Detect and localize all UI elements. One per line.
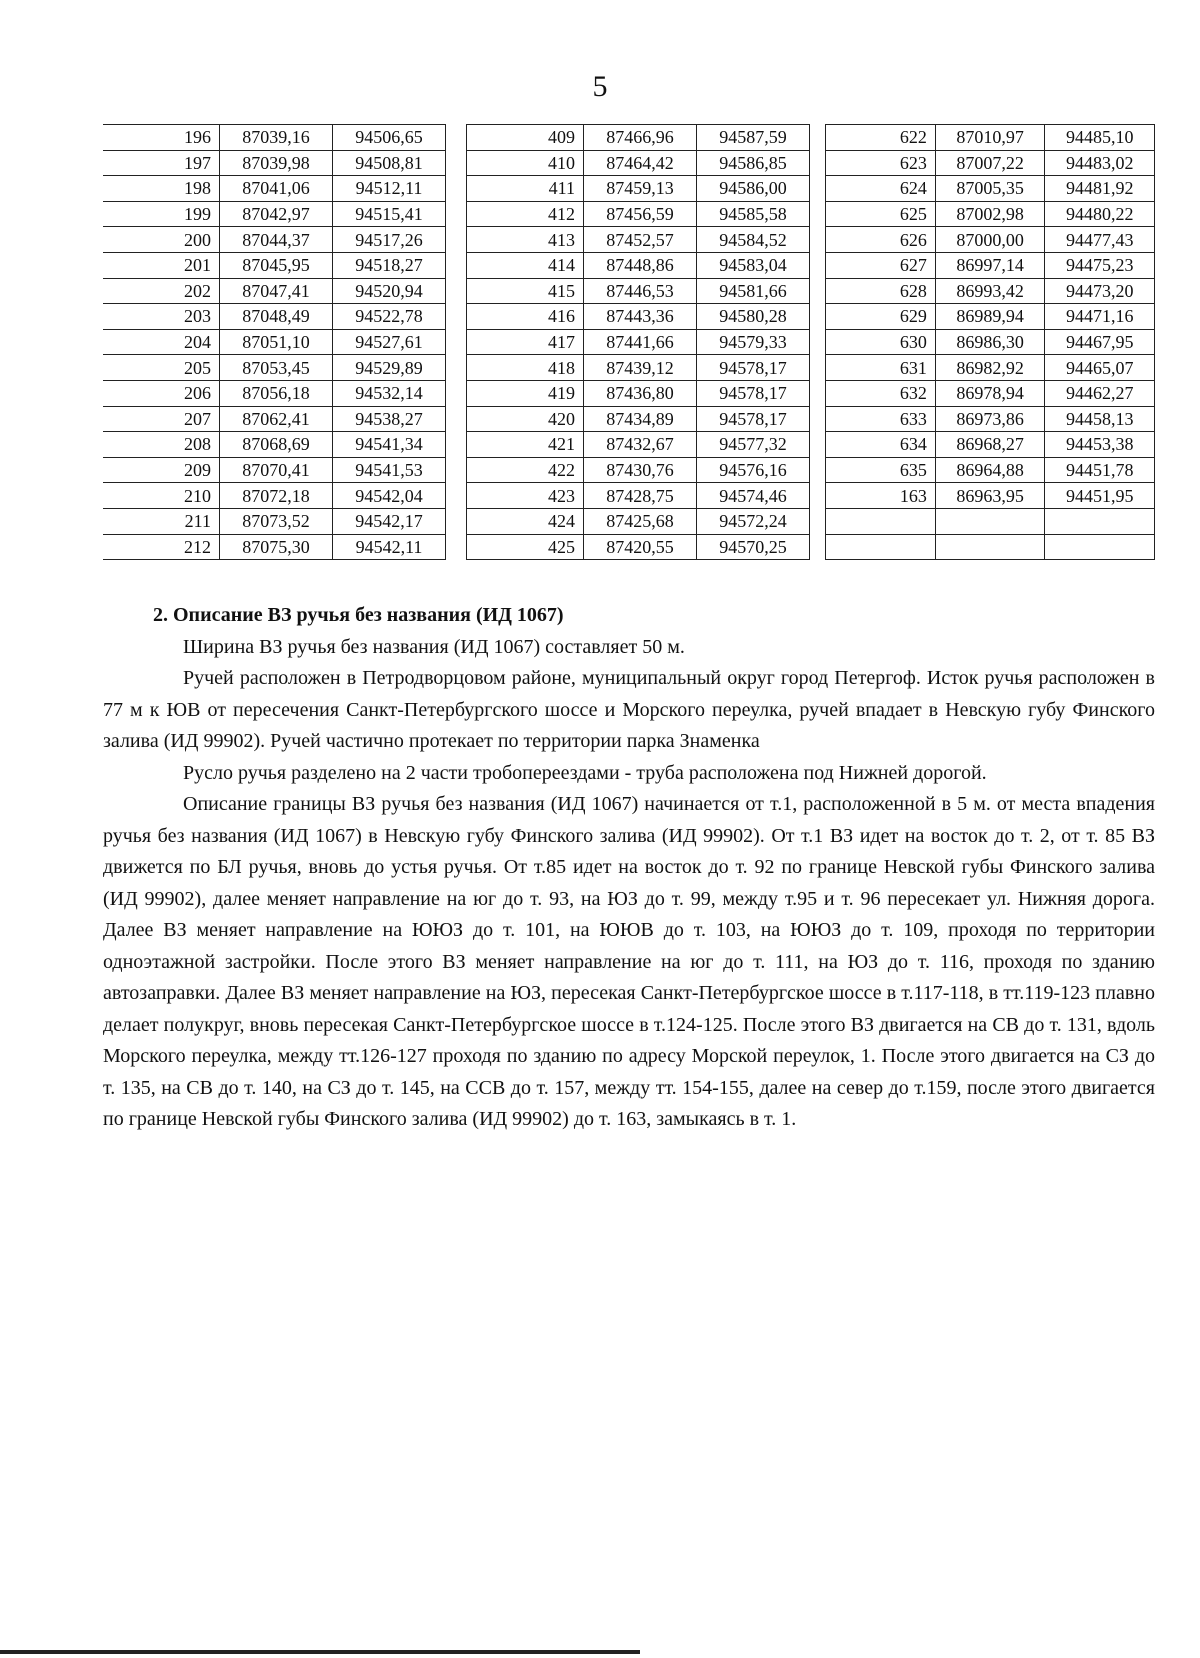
y-coordinate-cell: 94587,59 (697, 125, 810, 151)
table-row (826, 227, 1155, 253)
point-id-cell: 210 (103, 483, 220, 509)
table-row (467, 406, 810, 432)
x-coordinate-cell: 86986,30 (935, 329, 1045, 355)
table-row (826, 329, 1155, 355)
point-id-cell: 420 (467, 406, 584, 432)
table-row (103, 278, 446, 304)
y-coordinate-cell: 94570,25 (697, 534, 810, 560)
x-coordinate-cell: 87051,10 (220, 329, 333, 355)
table-row (826, 252, 1155, 278)
table-row (103, 534, 446, 560)
table-row (103, 406, 446, 432)
x-coordinate-cell: 87000,00 (935, 227, 1045, 253)
x-coordinate-cell: 87041,06 (220, 176, 333, 202)
coordinate-tables (103, 124, 1155, 566)
point-id-cell: 409 (467, 125, 584, 151)
table-row (103, 227, 446, 253)
point-id-cell: 424 (467, 508, 584, 534)
point-id-cell: 635 (826, 457, 936, 483)
y-coordinate-cell: 94506,65 (333, 125, 446, 151)
x-coordinate-cell: 87047,41 (220, 278, 333, 304)
x-coordinate-cell: 87068,69 (220, 432, 333, 458)
y-coordinate-cell: 94586,85 (697, 150, 810, 176)
y-coordinate-cell: 94483,02 (1045, 150, 1155, 176)
table-row (103, 457, 446, 483)
point-id-cell: 413 (467, 227, 584, 253)
y-coordinate-cell (1045, 534, 1155, 560)
point-id-cell: 418 (467, 355, 584, 381)
point-id-cell: 207 (103, 406, 220, 432)
x-coordinate-cell: 86963,95 (935, 483, 1045, 509)
table-row (826, 150, 1155, 176)
y-coordinate-cell: 94538,27 (333, 406, 446, 432)
y-coordinate-cell: 94451,95 (1045, 483, 1155, 509)
x-coordinate-cell: 87062,41 (220, 406, 333, 432)
point-id-cell: 626 (826, 227, 936, 253)
point-id-cell: 634 (826, 432, 936, 458)
x-coordinate-cell: 87039,98 (220, 150, 333, 176)
table-row (103, 304, 446, 330)
table-row (103, 329, 446, 355)
y-coordinate-cell: 94579,33 (697, 329, 810, 355)
point-id-cell: 627 (826, 252, 936, 278)
table-row (467, 355, 810, 381)
x-coordinate-cell: 86993,42 (935, 278, 1045, 304)
point-id-cell: 633 (826, 406, 936, 432)
y-coordinate-cell: 94527,61 (333, 329, 446, 355)
point-id-cell: 209 (103, 457, 220, 483)
x-coordinate-cell: 87459,13 (584, 176, 697, 202)
y-coordinate-cell: 94515,41 (333, 201, 446, 227)
table-row (467, 380, 810, 406)
coordinate-table-2 (466, 124, 810, 560)
table-row (103, 125, 446, 151)
table-row (467, 201, 810, 227)
y-coordinate-cell: 94578,17 (697, 380, 810, 406)
point-id-cell: 417 (467, 329, 584, 355)
x-coordinate-cell: 87048,49 (220, 304, 333, 330)
x-coordinate-cell: 86982,92 (935, 355, 1045, 381)
point-id-cell: 412 (467, 201, 584, 227)
x-coordinate-cell: 87446,53 (584, 278, 697, 304)
point-id-cell: 163 (826, 483, 936, 509)
table-row (103, 432, 446, 458)
point-id-cell: 416 (467, 304, 584, 330)
x-coordinate-cell: 86978,94 (935, 380, 1045, 406)
table-row (103, 380, 446, 406)
y-coordinate-cell: 94578,17 (697, 355, 810, 381)
x-coordinate-cell: 87436,80 (584, 380, 697, 406)
point-id-cell: 206 (103, 380, 220, 406)
section-heading: 2. Описание ВЗ ручья без названия (ИД 1067) (153, 604, 564, 626)
point-id-cell: 624 (826, 176, 936, 202)
point-id-cell: 628 (826, 278, 936, 304)
table-row (467, 304, 810, 330)
x-coordinate-cell: 87464,42 (584, 150, 697, 176)
y-coordinate-cell: 94577,32 (697, 432, 810, 458)
point-id-cell: 201 (103, 252, 220, 278)
y-coordinate-cell: 94465,07 (1045, 355, 1155, 381)
point-id-cell: 415 (467, 278, 584, 304)
point-id-cell (826, 508, 936, 534)
bottom-rule (0, 1650, 640, 1654)
y-coordinate-cell: 94584,52 (697, 227, 810, 253)
y-coordinate-cell: 94512,11 (333, 176, 446, 202)
y-coordinate-cell: 94471,16 (1045, 304, 1155, 330)
x-coordinate-cell: 86997,14 (935, 252, 1045, 278)
y-coordinate-cell: 94508,81 (333, 150, 446, 176)
table-row (103, 508, 446, 534)
x-coordinate-cell: 87044,37 (220, 227, 333, 253)
x-coordinate-cell: 87045,95 (220, 252, 333, 278)
table-row (467, 150, 810, 176)
point-id-cell: 632 (826, 380, 936, 406)
y-coordinate-cell: 94522,78 (333, 304, 446, 330)
point-id-cell: 625 (826, 201, 936, 227)
x-coordinate-cell: 86973,86 (935, 406, 1045, 432)
point-id-cell: 622 (826, 125, 936, 151)
x-coordinate-cell: 86968,27 (935, 432, 1045, 458)
table-row (467, 508, 810, 534)
y-coordinate-cell: 94517,26 (333, 227, 446, 253)
y-coordinate-cell: 94541,34 (333, 432, 446, 458)
point-id-cell: 414 (467, 252, 584, 278)
x-coordinate-cell: 87443,36 (584, 304, 697, 330)
point-id-cell: 410 (467, 150, 584, 176)
y-coordinate-cell: 94585,58 (697, 201, 810, 227)
y-coordinate-cell: 94586,00 (697, 176, 810, 202)
point-id-cell: 629 (826, 304, 936, 330)
x-coordinate-cell: 87420,55 (584, 534, 697, 560)
table-row (467, 432, 810, 458)
table-row (826, 278, 1155, 304)
table-row (467, 483, 810, 509)
table-row (467, 329, 810, 355)
y-coordinate-cell (1045, 508, 1155, 534)
y-coordinate-cell: 94542,11 (333, 534, 446, 560)
table-row (103, 252, 446, 278)
point-id-cell: 425 (467, 534, 584, 560)
x-coordinate-cell: 87070,41 (220, 457, 333, 483)
table-row (103, 483, 446, 509)
x-coordinate-cell: 87039,16 (220, 125, 333, 151)
table-row (826, 432, 1155, 458)
x-coordinate-cell: 86964,88 (935, 457, 1045, 483)
point-id-cell: 205 (103, 355, 220, 381)
point-id-cell: 202 (103, 278, 220, 304)
y-coordinate-cell: 94481,92 (1045, 176, 1155, 202)
x-coordinate-cell: 87056,18 (220, 380, 333, 406)
table-row (826, 355, 1155, 381)
table-row (467, 227, 810, 253)
y-coordinate-cell: 94578,17 (697, 406, 810, 432)
point-id-cell: 197 (103, 150, 220, 176)
table-row (826, 534, 1155, 560)
y-coordinate-cell: 94576,16 (697, 457, 810, 483)
table-row (467, 278, 810, 304)
point-id-cell: 423 (467, 483, 584, 509)
x-coordinate-cell: 87010,97 (935, 125, 1045, 151)
y-coordinate-cell: 94541,53 (333, 457, 446, 483)
point-id-cell: 631 (826, 355, 936, 381)
x-coordinate-cell (935, 508, 1045, 534)
table-row (826, 508, 1155, 534)
paragraph-channel: Русло ручья разделено на 2 части тробопереездами - труба расположена под Нижней дорогой. (183, 761, 987, 784)
paragraph-width: Ширина ВЗ ручья без названия (ИД 1067) составляет 50 м. (183, 635, 685, 658)
table-row (103, 150, 446, 176)
y-coordinate-cell: 94462,27 (1045, 380, 1155, 406)
table-row (826, 176, 1155, 202)
x-coordinate-cell: 87430,76 (584, 457, 697, 483)
y-coordinate-cell: 94480,22 (1045, 201, 1155, 227)
y-coordinate-cell: 94520,94 (333, 278, 446, 304)
table-row (103, 355, 446, 381)
point-id-cell: 419 (467, 380, 584, 406)
x-coordinate-cell: 87428,75 (584, 483, 697, 509)
x-coordinate-cell: 87053,45 (220, 355, 333, 381)
y-coordinate-cell: 94580,28 (697, 304, 810, 330)
x-coordinate-cell: 87466,96 (584, 125, 697, 151)
y-coordinate-cell: 94473,20 (1045, 278, 1155, 304)
table-row (826, 483, 1155, 509)
table-row (103, 201, 446, 227)
point-id-cell (826, 534, 936, 560)
point-id-cell: 422 (467, 457, 584, 483)
y-coordinate-cell: 94529,89 (333, 355, 446, 381)
point-id-cell: 203 (103, 304, 220, 330)
x-coordinate-cell: 87007,22 (935, 150, 1045, 176)
y-coordinate-cell: 94542,17 (333, 508, 446, 534)
y-coordinate-cell: 94485,10 (1045, 125, 1155, 151)
table-row (826, 125, 1155, 151)
point-id-cell: 199 (103, 201, 220, 227)
y-coordinate-cell: 94574,46 (697, 483, 810, 509)
point-id-cell: 211 (103, 508, 220, 534)
x-coordinate-cell: 87005,35 (935, 176, 1045, 202)
point-id-cell: 212 (103, 534, 220, 560)
x-coordinate-cell: 87425,68 (584, 508, 697, 534)
x-coordinate-cell (935, 534, 1045, 560)
y-coordinate-cell: 94518,27 (333, 252, 446, 278)
point-id-cell: 198 (103, 176, 220, 202)
y-coordinate-cell: 94583,04 (697, 252, 810, 278)
point-id-cell: 411 (467, 176, 584, 202)
x-coordinate-cell: 87452,57 (584, 227, 697, 253)
page-number: 5 (592, 70, 608, 103)
y-coordinate-cell: 94451,78 (1045, 457, 1155, 483)
point-id-cell: 204 (103, 329, 220, 355)
table-row (467, 457, 810, 483)
table-row (467, 534, 810, 560)
x-coordinate-cell: 87075,30 (220, 534, 333, 560)
y-coordinate-cell: 94581,66 (697, 278, 810, 304)
y-coordinate-cell: 94453,38 (1045, 432, 1155, 458)
x-coordinate-cell: 87456,59 (584, 201, 697, 227)
x-coordinate-cell: 87441,66 (584, 329, 697, 355)
y-coordinate-cell: 94572,24 (697, 508, 810, 534)
point-id-cell: 200 (103, 227, 220, 253)
table-row (467, 252, 810, 278)
x-coordinate-cell: 87434,89 (584, 406, 697, 432)
paragraph-location: Ручей расположен в Петродворцовом районе, муниципальный округ город Петергоф. Исток ручья расположен в 77 м к ЮВ от пересечения Санкт-Петербургского шоссе и Морского переулка, ручей впадает в Невскую губу Финского залива (ИД 99902). Ручей частично протекает по территории парка Знаменка (103, 667, 1155, 752)
y-coordinate-cell: 94477,43 (1045, 227, 1155, 253)
table-row (826, 380, 1155, 406)
x-coordinate-cell: 87042,97 (220, 201, 333, 227)
x-coordinate-cell: 87072,18 (220, 483, 333, 509)
y-coordinate-cell: 94532,14 (333, 380, 446, 406)
x-coordinate-cell: 87002,98 (935, 201, 1045, 227)
y-coordinate-cell: 94542,04 (333, 483, 446, 509)
point-id-cell: 208 (103, 432, 220, 458)
table-row (826, 406, 1155, 432)
x-coordinate-cell: 86989,94 (935, 304, 1045, 330)
point-id-cell: 630 (826, 329, 936, 355)
coordinate-table-3 (825, 124, 1155, 560)
y-coordinate-cell: 94475,23 (1045, 252, 1155, 278)
point-id-cell: 196 (103, 125, 220, 151)
paragraph-boundary: Описание границы ВЗ ручья без названия (ИД 1067) начинается от т.1, расположенной в 5 м. от места впадения ручья без названия (ИД 1067) в Невскую губу Финского залива (ИД 99902). От т.1 ВЗ идет на восток до т. 2, от т. 85 ВЗ движется по БЛ ручья, вновь до устья ручья. От т.85 идет на восток до т. 92 по границе Невской губы Финского залива (ИД 99902), далее меняет направление на юг до т. 93, на ЮЗ до т. 99, между т.95 и т. 96 пересекает ул. Нижняя дорога. Далее ВЗ меняет направление на ЮЮЗ до т. 101, на ЮЮВ до т. 103, на ЮЮЗ до т. 109, проходя по территории одноэтажной застройки. После этого ВЗ меняет направление на юг до т. 111, на ЮЗ до т. 116, проходя по зданию автозаправки. Далее ВЗ меняет направление на ЮЗ, пересекая Санкт-Петербургское шоссе в т.117-118, в тт.119-123 плавно делает полукруг, вновь пересекая Санкт-Петербургское шоссе в т.124-125. После этого ВЗ двигается на СВ до т. 131, вдоль Морского переулка, между тт.126-127 проходя по зданию по адресу Морской переулок, 1. После этого двигается на СЗ до т. 135, на СВ до т. 140, на СЗ до т. 145, на ССВ до т. 157, между тт. 154-155, далее на север до т.159, после этого двигается по границе Невской губы Финского залива (ИД 99902) до т. 163, замыкаясь в т. 1. (103, 793, 1155, 1130)
table-row (467, 125, 810, 151)
x-coordinate-cell: 87073,52 (220, 508, 333, 534)
point-id-cell: 421 (467, 432, 584, 458)
x-coordinate-cell: 87432,67 (584, 432, 697, 458)
table-row (826, 304, 1155, 330)
table-row (826, 201, 1155, 227)
section-description (103, 600, 1155, 1136)
table-row (467, 176, 810, 202)
table-row (103, 176, 446, 202)
y-coordinate-cell: 94458,13 (1045, 406, 1155, 432)
point-id-cell: 623 (826, 150, 936, 176)
table-row (826, 457, 1155, 483)
y-coordinate-cell: 94467,95 (1045, 329, 1155, 355)
x-coordinate-cell: 87448,86 (584, 252, 697, 278)
x-coordinate-cell: 87439,12 (584, 355, 697, 381)
coordinate-table-1 (103, 124, 446, 560)
